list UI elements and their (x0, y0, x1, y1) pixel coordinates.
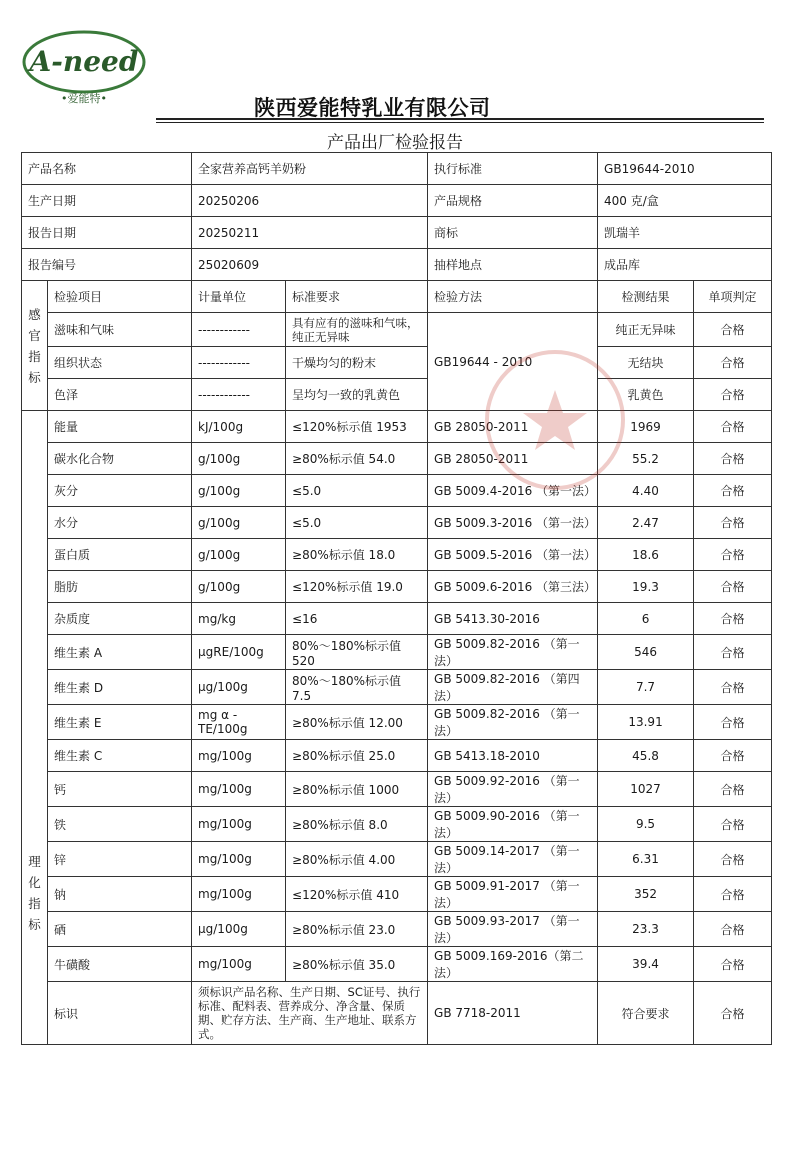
item: 牛磺酸 (48, 947, 192, 982)
requirement: ≤5.0 (286, 507, 428, 539)
result: 546 (598, 635, 694, 670)
result: 55.2 (598, 443, 694, 475)
unit: g/100g (192, 571, 286, 603)
method: GB 5009.82-2016 （第一法） (428, 635, 598, 670)
column-header-row (22, 281, 772, 313)
unit: g/100g (192, 539, 286, 571)
col-requirement: 标准要求 (286, 281, 428, 313)
svg-text:A-need: A-need (29, 45, 139, 78)
item: 标识 (48, 982, 192, 1045)
prod-date-value: 20250206 (192, 185, 428, 217)
physchem-row (22, 475, 772, 507)
result: 纯正无异味 (598, 313, 694, 347)
judgement: 合格 (694, 379, 772, 411)
company-logo (20, 26, 148, 108)
item: 碳水化合物 (48, 443, 192, 475)
result: 9.5 (598, 807, 694, 842)
sensory-row (22, 379, 772, 411)
judgement: 合格 (694, 947, 772, 982)
item: 蛋白质 (48, 539, 192, 571)
method: GB 5413.18-2010 (428, 740, 598, 772)
judgement: 合格 (694, 603, 772, 635)
info-row (22, 249, 772, 281)
item: 能量 (48, 411, 192, 443)
sensory-row (22, 313, 772, 347)
result: 符合要求 (598, 982, 694, 1045)
requirement: ≥80%标示值 8.0 (286, 807, 428, 842)
col-judgement: 单项判定 (694, 281, 772, 313)
judgement: 合格 (694, 507, 772, 539)
result: 4.40 (598, 475, 694, 507)
sample-place-label: 抽样地点 (428, 249, 598, 281)
item: 维生素 D (48, 670, 192, 705)
info-row (22, 217, 772, 249)
unit: mg/100g (192, 947, 286, 982)
method: GB 28050-2011 (428, 411, 598, 443)
judgement: 合格 (694, 475, 772, 507)
judgement: 合格 (694, 740, 772, 772)
item: 色泽 (48, 379, 192, 411)
method: GB 5009.92-2016 （第一法） (428, 772, 598, 807)
header-rule (156, 118, 764, 120)
col-method: 检验方法 (428, 281, 598, 313)
requirement: ≤120%标示值 410 (286, 877, 428, 912)
judgement: 合格 (694, 807, 772, 842)
physchem-row (22, 912, 772, 947)
item: 水分 (48, 507, 192, 539)
judgement: 合格 (694, 635, 772, 670)
item: 杂质度 (48, 603, 192, 635)
unit: mg/100g (192, 772, 286, 807)
result: 2.47 (598, 507, 694, 539)
info-row (22, 185, 772, 217)
col-unit: 计量单位 (192, 281, 286, 313)
method: GB 5009.169-2016（第二法） (428, 947, 598, 982)
requirement: 80%～180%标示值 7.5 (286, 670, 428, 705)
prod-date-label: 生产日期 (22, 185, 192, 217)
requirement: 80%～180%标示值 520 (286, 635, 428, 670)
requirement: ≤5.0 (286, 475, 428, 507)
physchem-row (22, 411, 772, 443)
item: 硒 (48, 912, 192, 947)
item: 维生素 A (48, 635, 192, 670)
physchem-row (22, 772, 772, 807)
requirement: ≤16 (286, 603, 428, 635)
item: 组织状态 (48, 347, 192, 379)
logo-graphic (20, 26, 148, 108)
unit: mg/100g (192, 877, 286, 912)
method: GB 5009.93-2017 （第一法） (428, 912, 598, 947)
result: 1969 (598, 411, 694, 443)
company-name: 陕西爱能特乳业有限公司 (254, 96, 491, 120)
unit: mg α -TE/100g (192, 705, 286, 740)
report-date-value: 20250211 (192, 217, 428, 249)
result: 无结块 (598, 347, 694, 379)
sample-place-value: 成品库 (598, 249, 772, 281)
unit: mg/kg (192, 603, 286, 635)
col-item: 检验项目 (48, 281, 192, 313)
item: 脂肪 (48, 571, 192, 603)
judgement: 合格 (694, 982, 772, 1045)
unit: mg/100g (192, 842, 286, 877)
method: GB 5413.30-2016 (428, 603, 598, 635)
method: GB 28050-2011 (428, 443, 598, 475)
brand-label: 商标 (428, 217, 598, 249)
result: 6 (598, 603, 694, 635)
info-row (22, 153, 772, 185)
requirement: ≥80%标示值 35.0 (286, 947, 428, 982)
method: GB 5009.14-2017 （第一法） (428, 842, 598, 877)
physchem-row (22, 571, 772, 603)
method: GB 5009.6-2016 （第三法） (428, 571, 598, 603)
svg-text:•爱能特•: •爱能特• (61, 92, 107, 105)
spec-label: 产品规格 (428, 185, 598, 217)
col-result: 检测结果 (598, 281, 694, 313)
method: GB 5009.3-2016 （第一法） (428, 507, 598, 539)
standard-label: 执行标准 (428, 153, 598, 185)
physchem-row (22, 807, 772, 842)
judgement: 合格 (694, 670, 772, 705)
judgement: 合格 (694, 443, 772, 475)
result: 1027 (598, 772, 694, 807)
result: 6.31 (598, 842, 694, 877)
result: 7.7 (598, 670, 694, 705)
requirement: ≥80%标示值 1000 (286, 772, 428, 807)
judgement: 合格 (694, 539, 772, 571)
method: GB 5009.82-2016 （第一法） (428, 705, 598, 740)
item: 锌 (48, 842, 192, 877)
item: 维生素 C (48, 740, 192, 772)
unit: ------------ (192, 379, 286, 411)
unit: kJ/100g (192, 411, 286, 443)
judgement: 合格 (694, 842, 772, 877)
physchem-row (22, 740, 772, 772)
unit: μg/100g (192, 912, 286, 947)
requirement: ≤120%标示值 1953 (286, 411, 428, 443)
physchem-row (22, 670, 772, 705)
standard-value: GB19644-2010 (598, 153, 772, 185)
physchem-row (22, 705, 772, 740)
product-name-label: 产品名称 (22, 153, 192, 185)
method: GB 5009.5-2016 （第一法） (428, 539, 598, 571)
method: GB 5009.91-2017 （第一法） (428, 877, 598, 912)
result: 23.3 (598, 912, 694, 947)
requirement: 干燥均匀的粉末 (286, 347, 428, 379)
unit: g/100g (192, 507, 286, 539)
sensory-method: GB19644 - 2010 (428, 313, 598, 411)
result: 45.8 (598, 740, 694, 772)
requirement: ≥80%标示值 12.00 (286, 705, 428, 740)
judgement: 合格 (694, 912, 772, 947)
result: 13.91 (598, 705, 694, 740)
requirement: ≥80%标示值 4.00 (286, 842, 428, 877)
judgement: 合格 (694, 571, 772, 603)
requirement: ≥80%标示值 25.0 (286, 740, 428, 772)
physchem-row (22, 877, 772, 912)
method: GB 5009.82-2016 （第四法） (428, 670, 598, 705)
item: 滋味和气味 (48, 313, 192, 347)
result: 352 (598, 877, 694, 912)
requirement: ≥80%标示值 18.0 (286, 539, 428, 571)
judgement: 合格 (694, 411, 772, 443)
report-date-label: 报告日期 (22, 217, 192, 249)
physchem-row (22, 539, 772, 571)
unit: μg/100g (192, 670, 286, 705)
method: GB 5009.90-2016 （第一法） (428, 807, 598, 842)
unit: g/100g (192, 475, 286, 507)
item: 钙 (48, 772, 192, 807)
item: 铁 (48, 807, 192, 842)
physchem-row (22, 842, 772, 877)
result: 39.4 (598, 947, 694, 982)
requirement: ≤120%标示值 19.0 (286, 571, 428, 603)
requirement: ≥80%标示值 23.0 (286, 912, 428, 947)
report-title: 产品出厂检验报告 (327, 133, 463, 153)
unit: g/100g (192, 443, 286, 475)
result: 18.6 (598, 539, 694, 571)
method: GB 5009.4-2016 （第一法） (428, 475, 598, 507)
method: GB 7718-2011 (428, 982, 598, 1045)
judgement: 合格 (694, 705, 772, 740)
sensory-group-label: 感 官 指 标 (22, 281, 48, 411)
spec-value: 400 克/盒 (598, 185, 772, 217)
report-no-value: 25020609 (192, 249, 428, 281)
inspection-table (21, 152, 772, 1045)
unit: ------------ (192, 347, 286, 379)
report-no-label: 报告编号 (22, 249, 192, 281)
sensory-row (22, 347, 772, 379)
unit: ------------ (192, 313, 286, 347)
physchem-group-label: 理 化 指 标 (22, 411, 48, 1045)
item: 维生素 E (48, 705, 192, 740)
judgement: 合格 (694, 772, 772, 807)
requirement: 呈均匀一致的乳黄色 (286, 379, 428, 411)
physchem-row (22, 443, 772, 475)
product-name-value: 全家营养高钙羊奶粉 (192, 153, 428, 185)
requirement: ≥80%标示值 54.0 (286, 443, 428, 475)
physchem-row (22, 947, 772, 982)
label-row (22, 982, 772, 1045)
item: 钠 (48, 877, 192, 912)
judgement: 合格 (694, 313, 772, 347)
brand-value: 凯瑞羊 (598, 217, 772, 249)
physchem-row (22, 507, 772, 539)
judgement: 合格 (694, 877, 772, 912)
physchem-row (22, 603, 772, 635)
requirement: 具有应有的滋味和气味，纯正无异味 (286, 313, 428, 347)
result: 乳黄色 (598, 379, 694, 411)
result: 19.3 (598, 571, 694, 603)
unit: μgRE/100g (192, 635, 286, 670)
physchem-row (22, 635, 772, 670)
unit: mg/100g (192, 807, 286, 842)
unit: mg/100g (192, 740, 286, 772)
requirement: 须标识产品名称、生产日期、SC证号、执行标准、配料表、营养成分、净含量、保质期、贮存方法、生产商、生产地址、联系方式。 (192, 982, 428, 1045)
judgement: 合格 (694, 347, 772, 379)
header-rule-thin (156, 122, 764, 123)
item: 灰分 (48, 475, 192, 507)
